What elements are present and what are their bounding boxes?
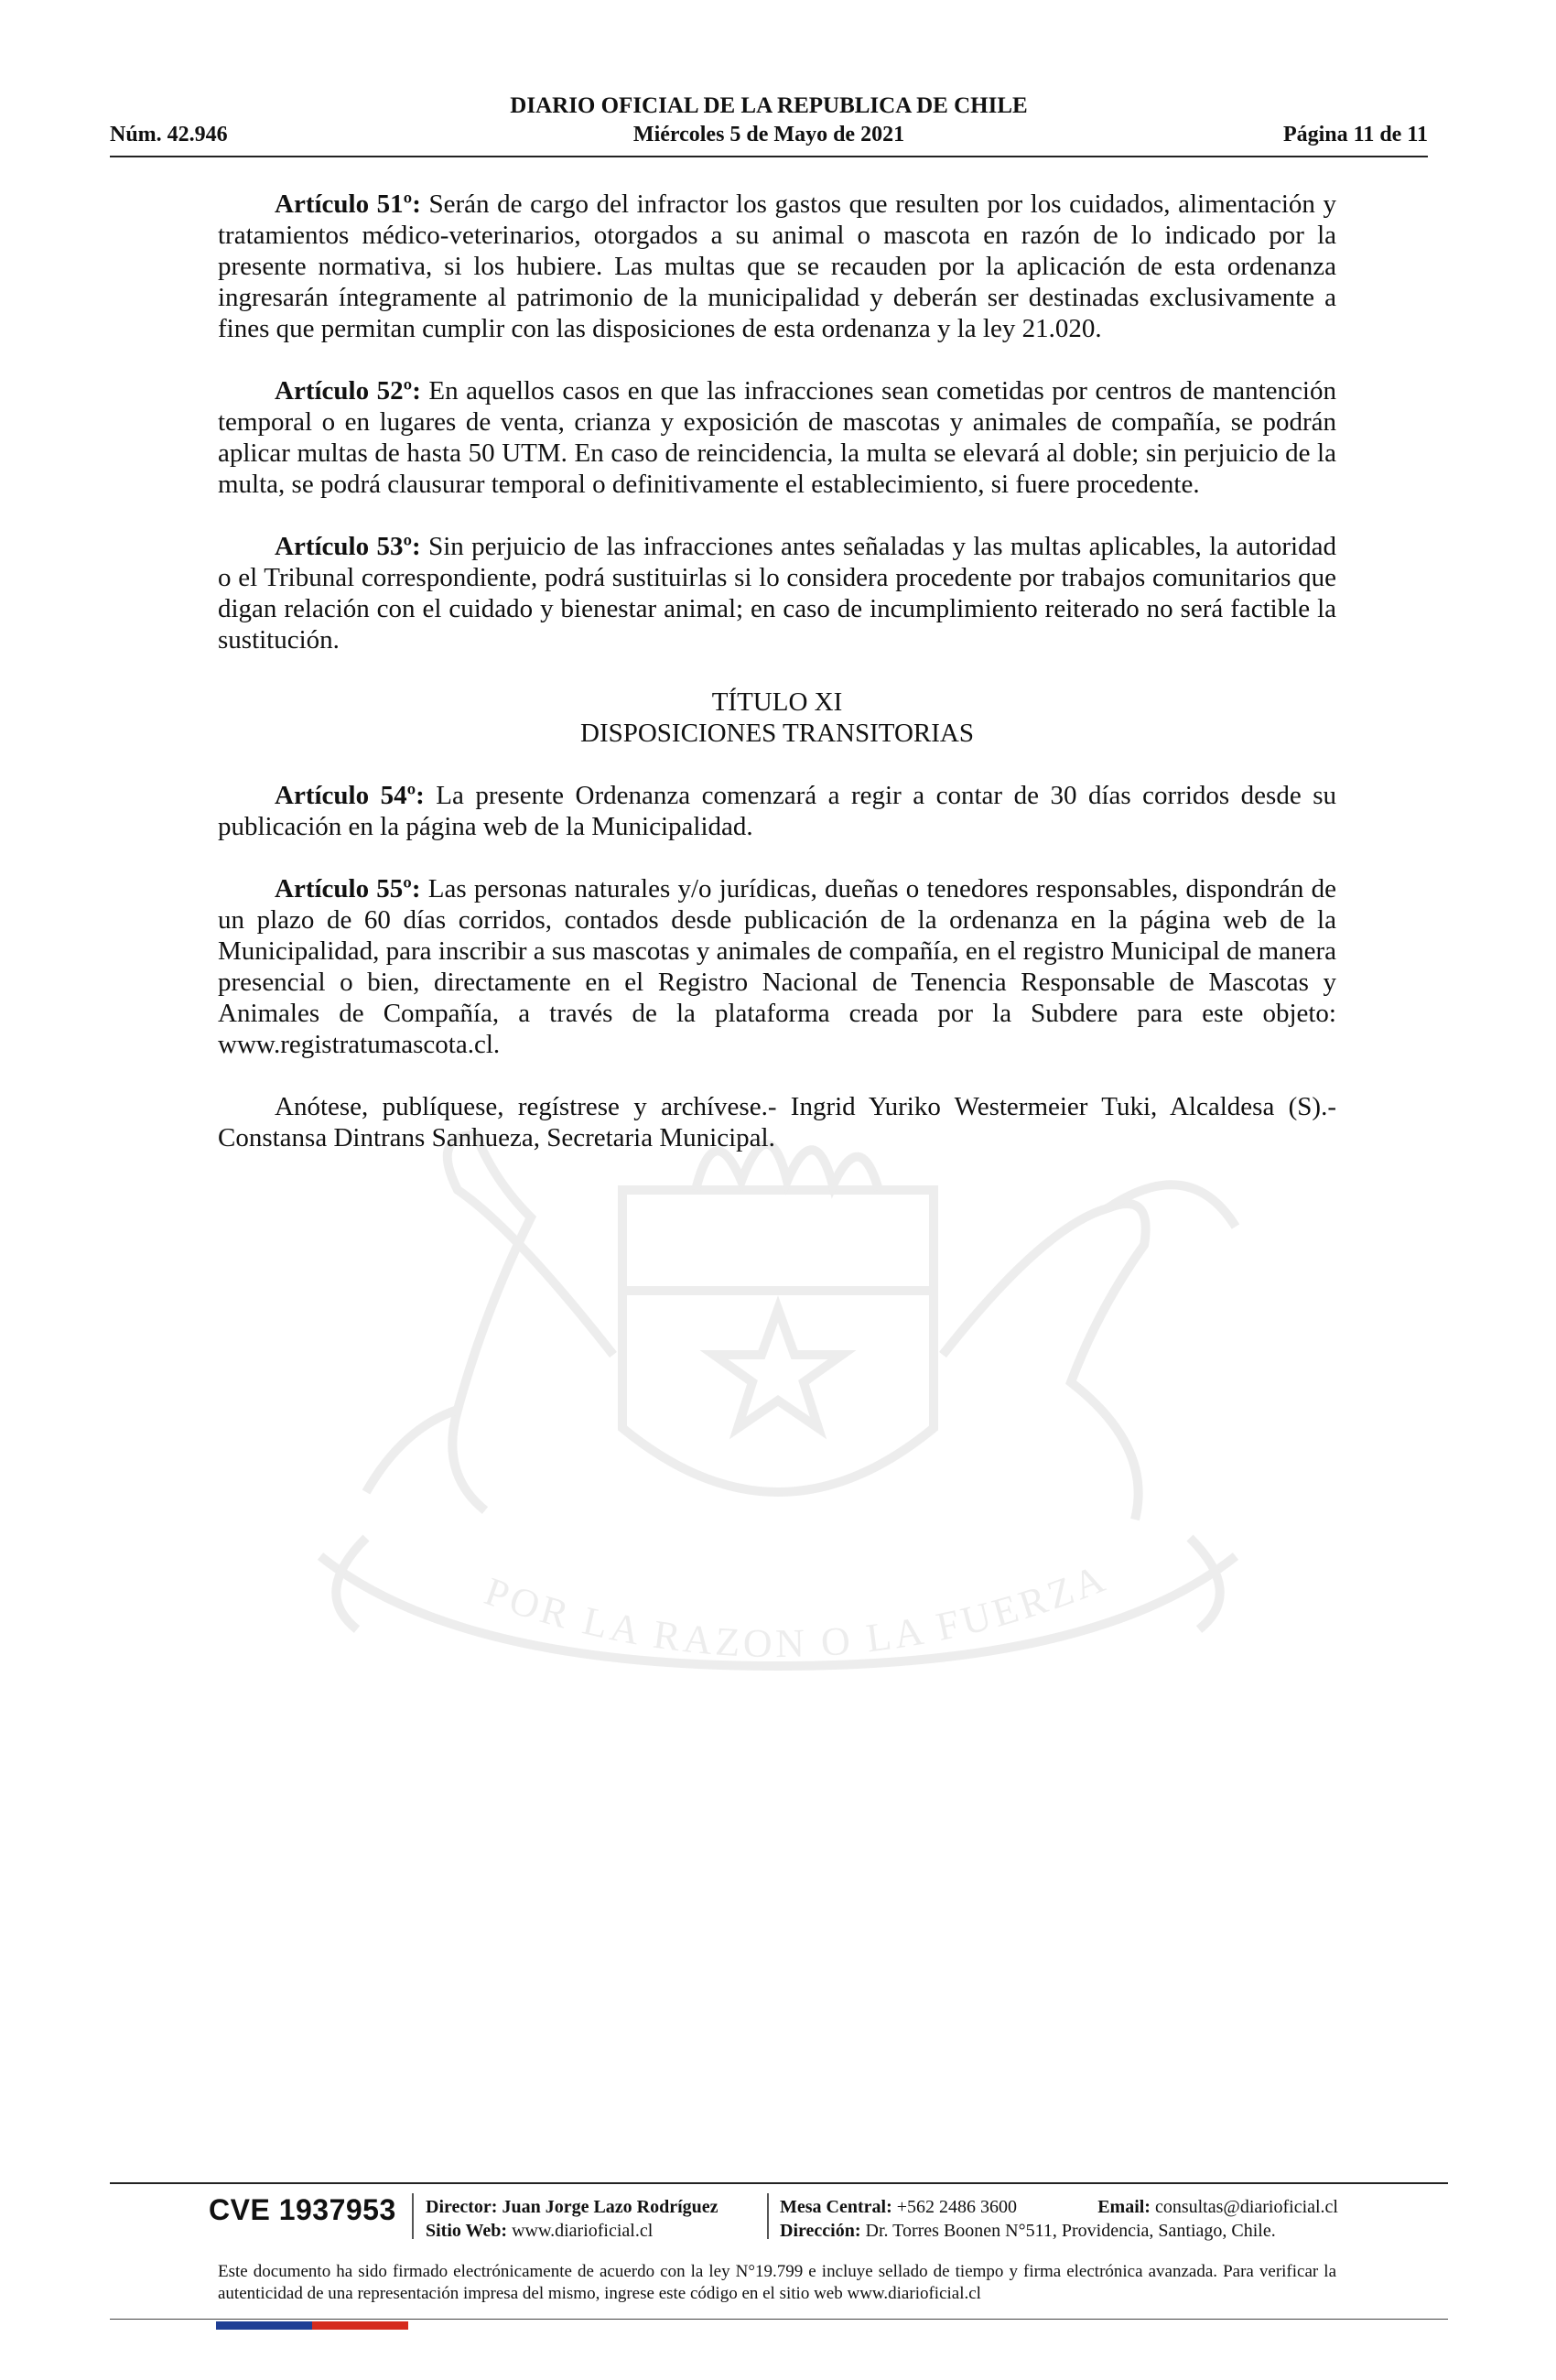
page-number: Página 11 de 11 — [1282, 123, 1428, 146]
section-number: TÍTULO XI — [711, 687, 843, 717]
issue-number: Núm. 42.946 — [110, 123, 228, 146]
article-text: La presente Ordenanza comenzará a regir a contar de 30 días corridos desde su publicación en la página web de la Municipalidad. — [218, 781, 1336, 841]
page-header — [110, 92, 1428, 157]
address-value: Dr. Torres Boonen N°511, Providencia, Santiago, Chile. — [865, 2221, 1276, 2241]
document-body — [218, 189, 1336, 1185]
email-label: Email: — [1097, 2197, 1151, 2217]
footer-bottom-divider — [110, 2319, 1448, 2320]
publication-title: DIARIO OFICIAL DE LA REPUBLICA DE CHILE — [510, 93, 1028, 118]
section-title — [218, 687, 1336, 749]
flag-blue-segment — [216, 2321, 312, 2330]
article-51 — [218, 189, 1336, 344]
article-54 — [218, 780, 1336, 842]
website-label: Sitio Web: — [426, 2221, 508, 2241]
closing-statement: Anótese, publíquese, regístrese y archívese.- Ingrid Yuriko Westermeier Tuki, Alcaldesa (S).- Constansa Dintrans Sanhueza, Secretaria Municipal. — [218, 1092, 1336, 1152]
director-name: Juan Jorge Lazo Rodríguez — [502, 2197, 719, 2217]
article-text: Las personas naturales y/o jurídicas, dueñas o tenedores responsables, dispondrán de un plazo de 60 días corridos, contados desde publicación de la ordenanza en la página web de la Municipalidad, para inscribir a sus mascotas y animales de compañía, en el registro Municipal de manera presencial o bien, directamente en el Registro Nacional de Tenencia Responsable de Mascotas y Animales de Compañía, a través de la plataforma creada por la Subdere para este objeto: www.registratumascota.cl. — [218, 874, 1336, 1059]
motto-text: POR LA RAZON O LA FUERZA — [479, 1554, 1114, 1667]
article-53 — [218, 531, 1336, 655]
director-label: Director: — [426, 2197, 498, 2217]
phone-email-line — [780, 2195, 1338, 2219]
website-link[interactable]: www.diarioficial.cl — [512, 2221, 654, 2241]
article-label: Artículo 54º: — [275, 781, 425, 810]
footer-director-block — [426, 2195, 719, 2243]
address-line — [780, 2219, 1338, 2243]
phone-label: Mesa Central: — [780, 2197, 892, 2217]
email-link[interactable]: consultas@diarioficial.cl — [1154, 2197, 1338, 2217]
cve-code: CVE 1937953 — [209, 2193, 396, 2226]
signature-note: Este documento ha sido firmado electrónicamente de acuerdo con la ley N°19.799 e incluye sellado de tiempo y firma electrónica avanzada. Para verificar la autenticidad de una representación impresa del mismo, ingrese este código en el sitio web www.diarioficial.cl — [218, 2262, 1336, 2303]
address-label: Dirección: — [780, 2221, 861, 2241]
director-line — [426, 2195, 719, 2219]
article-text: Sin perjuicio de las infracciones antes señaladas y las multas aplicables, la autoridad o el Tribunal correspondiente, podrá sustituirlas si lo considera procedente por trabajos comunitarios que digan relación con el cuidado y bienestar animal; en caso de incumplimiento reiterado no será factible la sustitución. — [218, 532, 1336, 654]
flag-color-bar — [216, 2321, 408, 2330]
website-line — [426, 2219, 719, 2243]
issue-date: Miércoles 5 de Mayo de 2021 — [632, 123, 905, 146]
article-label: Artículo 51º: — [275, 189, 421, 219]
flag-red-segment — [312, 2321, 408, 2330]
article-text: Serán de cargo del infractor los gastos que resulten por los cuidados, alimentación y tratamientos médico-veterinarios, otorgados a su animal o mascota en razón de lo indicado por la presente normativa, si los hubiere. Las multas que se recauden por la aplicación de esta ordenanza ingresarán íntegramente al patrimonio de la municipalidad y deberán ser destinadas exclusivamente a fines que permitan cumplir con las disposiciones de esta ordenanza y la ley 21.020. — [218, 189, 1336, 343]
article-label: Artículo 55º: — [275, 874, 421, 903]
phone-value: +562 2486 3600 — [896, 2197, 1018, 2217]
section-name: DISPOSICIONES TRANSITORIAS — [580, 719, 974, 748]
article-55 — [218, 873, 1336, 1060]
article-text: En aquellos casos en que las infracciones sean cometidas por centros de mantención temporal o en lugares de venta, crianza y exposición de mascotas y animales de compañía, se podrán aplicar multas de hasta 50 UTM. En caso de reincidencia, la multa se elevará al doble; sin perjuicio de la multa, se podrá clausurar temporal o definitivamente el establecimiento, si fuere procedente. — [218, 376, 1336, 499]
footer-separator — [412, 2193, 414, 2239]
email-group — [1097, 2195, 1338, 2219]
article-label: Artículo 52º: — [275, 376, 421, 406]
footer-separator — [767, 2193, 769, 2239]
article-label: Artículo 53º: — [275, 532, 421, 561]
footer-contact-block — [780, 2195, 1338, 2243]
footer-divider — [110, 2182, 1448, 2184]
article-52 — [218, 375, 1336, 500]
